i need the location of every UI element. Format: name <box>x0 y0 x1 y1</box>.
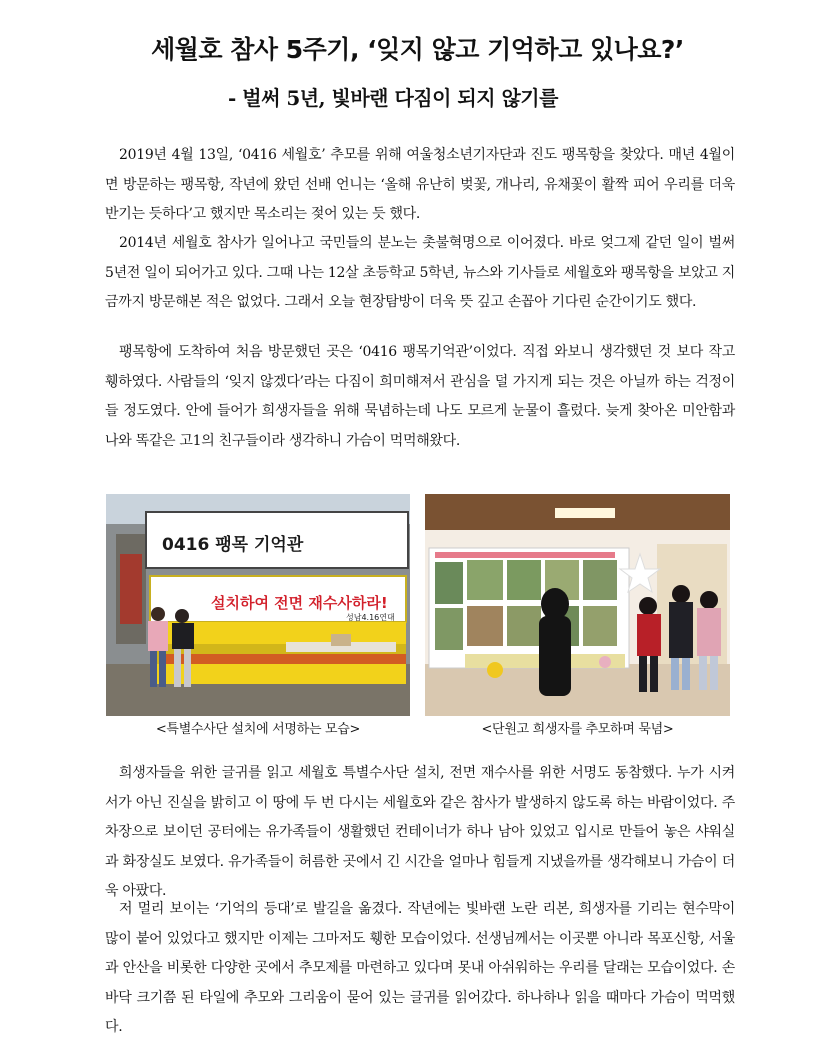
paragraph-4: 희생자들을 위한 글귀를 읽고 세월호 특별수사단 설치, 전면 재수사를 위한 서명도 동참했다. 누가 시켜서가 아닌 진실을 밝히고 이 땅에 두 번 다시는 세월호와 같은 참사가 발생하지 않도록 하는 바람이었다. 주차장으로 보이던 공터에는 유가족들이 생활했던 컨테이너가 하나 남아 있었고 입시로 만들어 놓은 샤워실과 화장실도 보였다. 유가족들이 허름한 곳에서 긴 시간을 얼마나 힘들게 지냈을까를 생각해보니 가슴이 더욱 아팠다. <box>105 765 735 899</box>
paragraph-2: 2014년 세월호 참사가 일어나고 국민들의 분노는 촛불혁명으로 이어졌다. 바로 엊그제 같던 일이 벌써 5년전 일이 되어가고 있다. 그때 나는 12살 초등학교 5학년, 뉴스와 기사들로 세월호와 팽목항을 보았고 지금까지 방문해본 적은 없었다. 그래서 오늘 현장탐방이 더욱 뜻 깊고 손꼽아 기다린 순간이기도 했다. <box>105 235 735 310</box>
sign-text: 0416 팽목 기억관 <box>162 535 304 555</box>
article-title: 세월호 참사 5주기, ‘잊지 않고 기억하고 있나요?’ <box>151 35 684 64</box>
paragraph-1: 2019년 4월 13일, ‘0416 세월호’ 추모를 위해 여울청소년기자단과 진도 팽목항을 찾았다. 매년 4월이면 방문하는 팽목항, 작년에 왔던 선배 언니는 ‘올해 유난히 벚꽃, 개나리, 유채꽃이 활짝 피어 우리를 더욱 반기는 듯하다’고 했지만 목소리는 젖어 있는 듯 했다. <box>105 147 735 222</box>
banner-sub: 성남4.16연대 <box>346 613 395 622</box>
photo-memorial-room <box>425 494 730 716</box>
caption-right: <단원고 희생자를 추모하며 묵념> <box>481 722 674 737</box>
paragraph-3: 팽목항에 도착하여 처음 방문했던 곳은 ‘0416 팽목기억관’이었다. 직접 와보니 생각했던 것 보다 작고 휑하였다. 사람들의 ‘잊지 않겠다’라는 다짐이 희미해져서 관심을 덜 가지게 되는 것은 아닐까 하는 걱정이 들 정도였다. 안에 들어가 희생자들을 위해 묵념하는데 나도 모르게 눈물이 흘렀다. 늦게 찾아온 미안함과 나와 똑같은 고1의 친구들이라 생각하니 가슴이 먹먹해왔다. <box>105 344 735 449</box>
article-subtitle: - 벌써 5년, 빛바랜 다짐이 되지 않기를 <box>228 86 558 110</box>
photo-memorial-hall <box>106 494 410 716</box>
memorial-hall-image <box>106 494 410 716</box>
memorial-room-image <box>425 494 730 716</box>
caption-left: <특별수사단 설치에 서명하는 모습> <box>155 722 361 737</box>
banner-text: 설치하여 전면 재수사하라! <box>211 594 388 612</box>
paragraph-5: 저 멀리 보이는 ‘기억의 등대’로 발길을 옮겼다. 작년에는 빛바랜 노란 리본, 희생자를 기리는 현수막이 많이 붙어 있었다고 했지만 이제는 그마저도 휑한 모습이었다. 선생님께서는 이곳뿐 아니라 목포신항, 서울과 안산을 비롯한 다양한 곳에서 추모제를 마련하고 있다며 못내 아쉬워하는 우리를 달래는 모습이었다. 손바닥 크기쯤 된 타일에 추모와 그리움이 묻어 있는 글귀를 읽어갔다. 하나하나 읽을 때마다 가슴이 먹먹했다. <box>105 901 735 1035</box>
